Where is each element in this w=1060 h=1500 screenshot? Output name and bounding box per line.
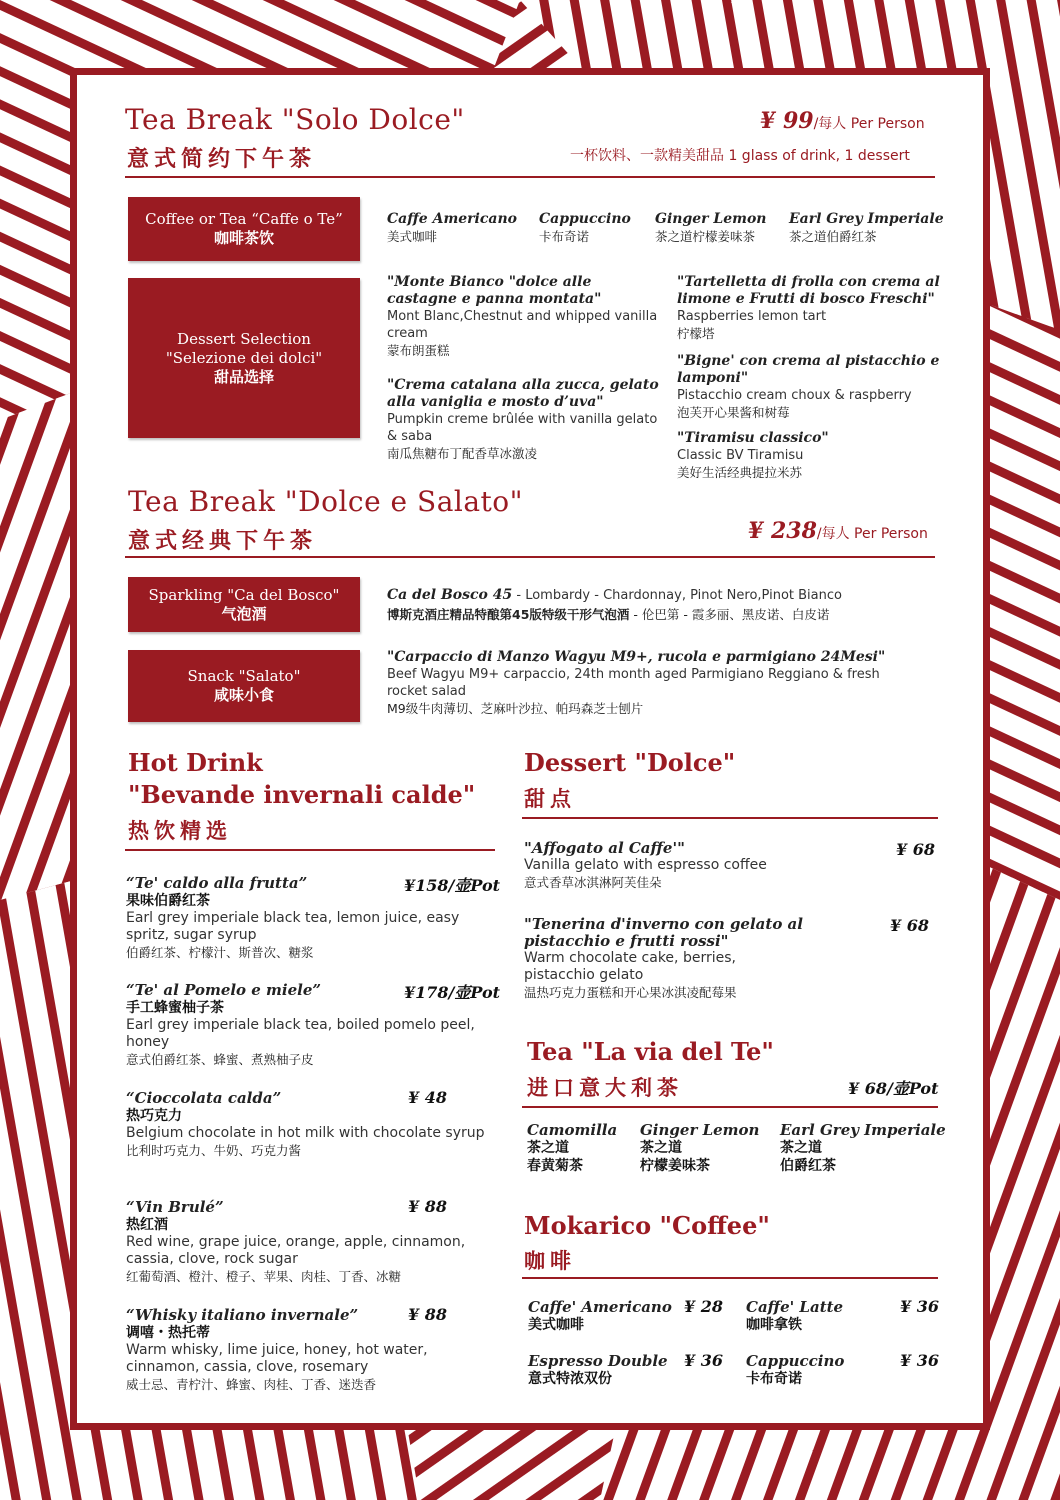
coffee-item-cn: 美式咖啡 <box>528 1317 584 1333</box>
sparkling-box <box>128 577 360 632</box>
dessert-cn: 柠檬塔 <box>677 326 715 341</box>
drink-cn: 美式咖啡 <box>387 229 438 244</box>
coffee-item-name: Caffe' Latte <box>746 1298 844 1316</box>
hot-title: Hot Drink <box>128 748 263 777</box>
dessert-cn: 美好生活经典提拉米苏 <box>677 465 803 480</box>
dolce-title-cn: 甜点 <box>524 787 576 811</box>
hot-item-cn: 红葡萄酒、橙汁、橙子、苹果、肉桂、丁香、冰糖 <box>126 1269 402 1284</box>
dessert-cn: 泡芙开心果酱和树莓 <box>677 405 790 420</box>
dessert-item <box>387 274 662 359</box>
sparkling-name: Ca del Bosco 45 <box>387 587 513 603</box>
tea-title-cn: 进口意大利茶 <box>527 1076 683 1100</box>
hot-item-cn-title: 果味伯爵红茶 <box>126 893 210 909</box>
tea-item-cn: 茶之道 <box>640 1140 682 1156</box>
dessert-box-label-it: "Selezione dei dolci" <box>165 348 323 367</box>
dessert-box-label-cn: 甜品选择 <box>213 367 274 386</box>
salato-title-cn: 意式经典下午茶 <box>128 529 318 554</box>
tea-item-cn2: 伯爵红茶 <box>780 1158 836 1174</box>
coffee-item-name: Espresso Double <box>528 1352 668 1370</box>
dessert-item <box>387 377 662 462</box>
tea-item-cn: 茶之道 <box>527 1140 569 1156</box>
coffee-item-cn: 卡布奇诺 <box>746 1371 802 1387</box>
hot-item <box>126 1305 496 1393</box>
dessert-name: "Tiramisu classico" <box>677 430 829 446</box>
hot-item-price: ¥ 88 <box>408 1305 447 1324</box>
dessert-name: "Tartelletta di frolla con crema al limone e Frutti di bosco Freschi" <box>677 274 940 307</box>
dolce-item <box>524 840 934 891</box>
coffee-title-cn: 咖啡 <box>524 1249 576 1273</box>
tea-price: ¥ 68/壶Pot <box>848 1079 939 1098</box>
dessert-desc: Classic BV Tiramisu <box>677 448 804 463</box>
dolce-item-desc: Warm chocolate cake, berries, pistacchio gelato <box>524 950 736 983</box>
divider <box>125 556 935 558</box>
drink-name: Caffe Americano <box>387 211 517 227</box>
hot-item-name: “Whisky italiano invernale” <box>126 1306 359 1324</box>
divider <box>522 1106 938 1108</box>
hot-item-desc: Warm whisky, lime juice, honey, hot water, cinnamon, cassia, clove, rosemary <box>126 1342 428 1375</box>
dessert-box-label: Dessert Selection <box>177 329 311 348</box>
hot-subtitle: "Bevande invernali calde" <box>128 780 476 809</box>
coffee-or-tea-box <box>128 197 360 261</box>
drink-cn: 茶之道伯爵红茶 <box>789 229 877 244</box>
hot-item-price: ¥178/壶Pot <box>404 983 501 1002</box>
salato-price: ¥ 238 <box>748 518 817 544</box>
coffee-item <box>528 1297 723 1334</box>
salato-title: Tea Break "Dolce e Salato" <box>128 485 524 518</box>
dolce-item-cn: 温热巧克力蛋糕和开心果冰淇凌配莓果 <box>524 985 737 1000</box>
sparkling-desc: - Lombardy - Chardonnay, Pinot Nero,Pinot Bianco <box>512 588 842 603</box>
sparkling-item <box>387 584 947 623</box>
snack-box-label-cn: 咸味小食 <box>213 686 274 704</box>
drink-name: Ginger Lemon <box>655 211 767 227</box>
sparkling-cn: 博斯克酒庄精品特酿第45版特级干形气泡酒 <box>387 607 630 622</box>
tea-item-name: Camomilla <box>527 1121 618 1139</box>
dolce-item-name: "Affogato al Caffe'" <box>524 839 685 857</box>
dessert-cn: 南瓜焦糖布丁配香草冰激凌 <box>387 446 538 461</box>
solo-drink <box>539 211 631 245</box>
hot-item-cn-title: 手工蜂蜜柚子茶 <box>126 1000 224 1016</box>
solo-price: ¥ 99 <box>760 108 814 134</box>
coffee-item <box>746 1297 939 1334</box>
dolce-item <box>524 916 934 1001</box>
tea-item <box>780 1122 946 1175</box>
coffee-item <box>746 1351 939 1388</box>
snack-item <box>387 649 907 717</box>
divider <box>522 817 938 819</box>
hot-item-cn: 威士忌、青柠汁、蜂蜜、肉桂、丁香、迷迭香 <box>126 1377 377 1392</box>
dessert-desc: Pumpkin creme brûlée with vanilla gelato & saba <box>387 412 658 444</box>
salato-price-unit: /每人 Per Person <box>816 526 928 542</box>
tea-item <box>640 1122 759 1175</box>
hot-item <box>126 873 501 961</box>
solo-note: 一杯饮料、一款精美甜品 1 glass of drink, 1 dessert <box>570 148 910 164</box>
tea-item-name: Earl Grey Imperiale <box>780 1121 946 1139</box>
coffee-item-cn: 咖啡拿铁 <box>746 1317 802 1333</box>
dessert-name: "Crema catalana alla zucca, gelato alla vaniglia e mosto d’uva" <box>387 377 659 410</box>
dolce-title: Dessert "Dolce" <box>524 748 736 777</box>
dessert-selection-box <box>128 278 360 438</box>
divider <box>125 176 935 178</box>
dessert-item <box>677 353 952 421</box>
dolce-item-name: "Tenerina d'inverno con gelato al pistacchio e frutti rossi" <box>524 915 803 950</box>
drink-name: Earl Grey Imperiale <box>789 211 944 227</box>
coffee-box-label-cn: 咖啡茶饮 <box>213 229 274 247</box>
sparkling-box-label-cn: 气泡酒 <box>221 604 267 623</box>
hot-title-cn: 热饮精选 <box>128 819 232 843</box>
salato-price-group <box>748 518 928 544</box>
snack-box-label: Snack "Salato" <box>187 667 301 685</box>
solo-title-cn: 意式简约下午茶 <box>127 147 317 172</box>
hot-item-name: “Cioccolata calda” <box>126 1089 282 1107</box>
hot-item-desc: Earl grey imperiale black tea, boiled pomelo peel, honey <box>126 1017 475 1050</box>
hot-item-price: ¥158/壶Pot <box>404 876 501 895</box>
sparkling-box-label: Sparkling "Ca del Bosco" <box>148 585 340 604</box>
coffee-item-cn: 意式特浓双份 <box>528 1371 612 1387</box>
hot-item-desc: Earl grey imperiale black tea, lemon juice, easy spritz, sugar syrup <box>126 910 460 943</box>
divider <box>125 849 495 851</box>
coffee-item-price: ¥ 36 <box>900 1297 939 1316</box>
hot-item-cn-title: 热红酒 <box>126 1217 168 1233</box>
hot-item <box>126 1197 496 1285</box>
dolce-item-cn: 意式香草冰淇淋阿芙佳朵 <box>524 875 662 890</box>
dessert-name: "Bigne' con crema al pistacchio e lamponi" <box>677 353 940 386</box>
dessert-item <box>677 274 952 342</box>
tea-item-name: Ginger Lemon <box>640 1121 760 1139</box>
hot-item-price: ¥ 48 <box>408 1088 447 1107</box>
coffee-item-price: ¥ 36 <box>684 1351 723 1370</box>
dessert-name: "Monte Bianco "dolce alle castagne e panna montata" <box>387 274 602 307</box>
hot-item-price: ¥ 88 <box>408 1197 447 1216</box>
dolce-item-price: ¥ 68 <box>890 916 929 935</box>
coffee-item-name: Caffe' Americano <box>528 1298 672 1316</box>
dessert-desc: Pistacchio cream choux & raspberry <box>677 388 912 403</box>
hot-item <box>126 1088 496 1159</box>
coffee-item <box>528 1351 723 1388</box>
coffee-box-label: Coffee or Tea “Caffe o Te” <box>145 210 343 228</box>
coffee-item-price: ¥ 28 <box>684 1297 723 1316</box>
sparkling-cn-desc: - 伦巴第 - 霞多丽、黑皮诺、白皮诺 <box>629 607 830 622</box>
hot-item-cn: 意式伯爵红茶、蜂蜜、煮熟柚子皮 <box>126 1052 314 1067</box>
solo-price-unit: /每人 Per Person <box>813 116 925 132</box>
dolce-item-desc: Vanilla gelato with espresso coffee <box>524 857 767 873</box>
hot-item-cn: 比利时巧克力、牛奶、巧克力酱 <box>126 1143 302 1158</box>
drink-name: Cappuccino <box>539 211 631 227</box>
hot-item-name: “Te' caldo alla frutta” <box>126 874 308 892</box>
tea-item-cn2: 春黄菊茶 <box>527 1158 583 1174</box>
hot-item-name: “Te' al Pomelo e miele” <box>126 981 322 999</box>
drink-cn: 卡布奇诺 <box>539 229 590 244</box>
divider <box>522 1277 938 1279</box>
drink-cn: 茶之道柠檬姜味茶 <box>655 229 756 244</box>
solo-drink <box>387 211 517 245</box>
hot-item-cn-title: 热巧克力 <box>126 1108 182 1124</box>
solo-price-group <box>760 108 925 134</box>
solo-drink <box>655 211 766 245</box>
coffee-item-name: Cappuccino <box>746 1352 845 1370</box>
hot-item <box>126 980 501 1068</box>
snack-name: "Carpaccio di Manzo Wagyu M9+, rucola e parmigiano 24Mesi" <box>387 649 886 665</box>
hot-item-name: “Vin Brulé” <box>126 1198 224 1216</box>
dessert-item <box>677 430 952 481</box>
snack-cn: M9级牛肉薄切、芝麻叶沙拉、帕玛森芝士刨片 <box>387 701 644 716</box>
dessert-desc: Mont Blanc,Chestnut and whipped vanilla cream <box>387 309 658 341</box>
tea-item-cn: 茶之道 <box>780 1140 822 1156</box>
tea-item <box>527 1122 617 1175</box>
solo-title: Tea Break "Solo Dolce" <box>125 103 465 136</box>
hot-item-cn-title: 调嘻・热托蒂 <box>126 1325 210 1341</box>
snack-box <box>128 650 360 722</box>
hot-item-cn: 伯爵红茶、柠檬汁、斯普次、糖浆 <box>126 945 314 960</box>
dessert-cn: 蒙布朗蛋糕 <box>387 343 450 358</box>
snack-desc: Beef Wagyu M9+ carpaccio, 24th month aged Parmigiano Reggiano & fresh rocket salad <box>387 667 880 699</box>
coffee-item-price: ¥ 36 <box>900 1351 939 1370</box>
hot-item-desc: Red wine, grape juice, orange, apple, cinnamon, cassia, clove, rock sugar <box>126 1234 466 1267</box>
coffee-title: Mokarico "Coffee" <box>524 1211 770 1240</box>
dolce-item-price: ¥ 68 <box>896 840 935 859</box>
hot-item-desc: Belgium chocolate in hot milk with chocolate syrup <box>126 1125 485 1141</box>
tea-title: Tea "La via del Te" <box>527 1037 774 1066</box>
solo-drink <box>789 211 944 245</box>
tea-item-cn2: 柠檬姜味茶 <box>640 1158 710 1174</box>
dessert-desc: Raspberries lemon tart <box>677 309 827 324</box>
